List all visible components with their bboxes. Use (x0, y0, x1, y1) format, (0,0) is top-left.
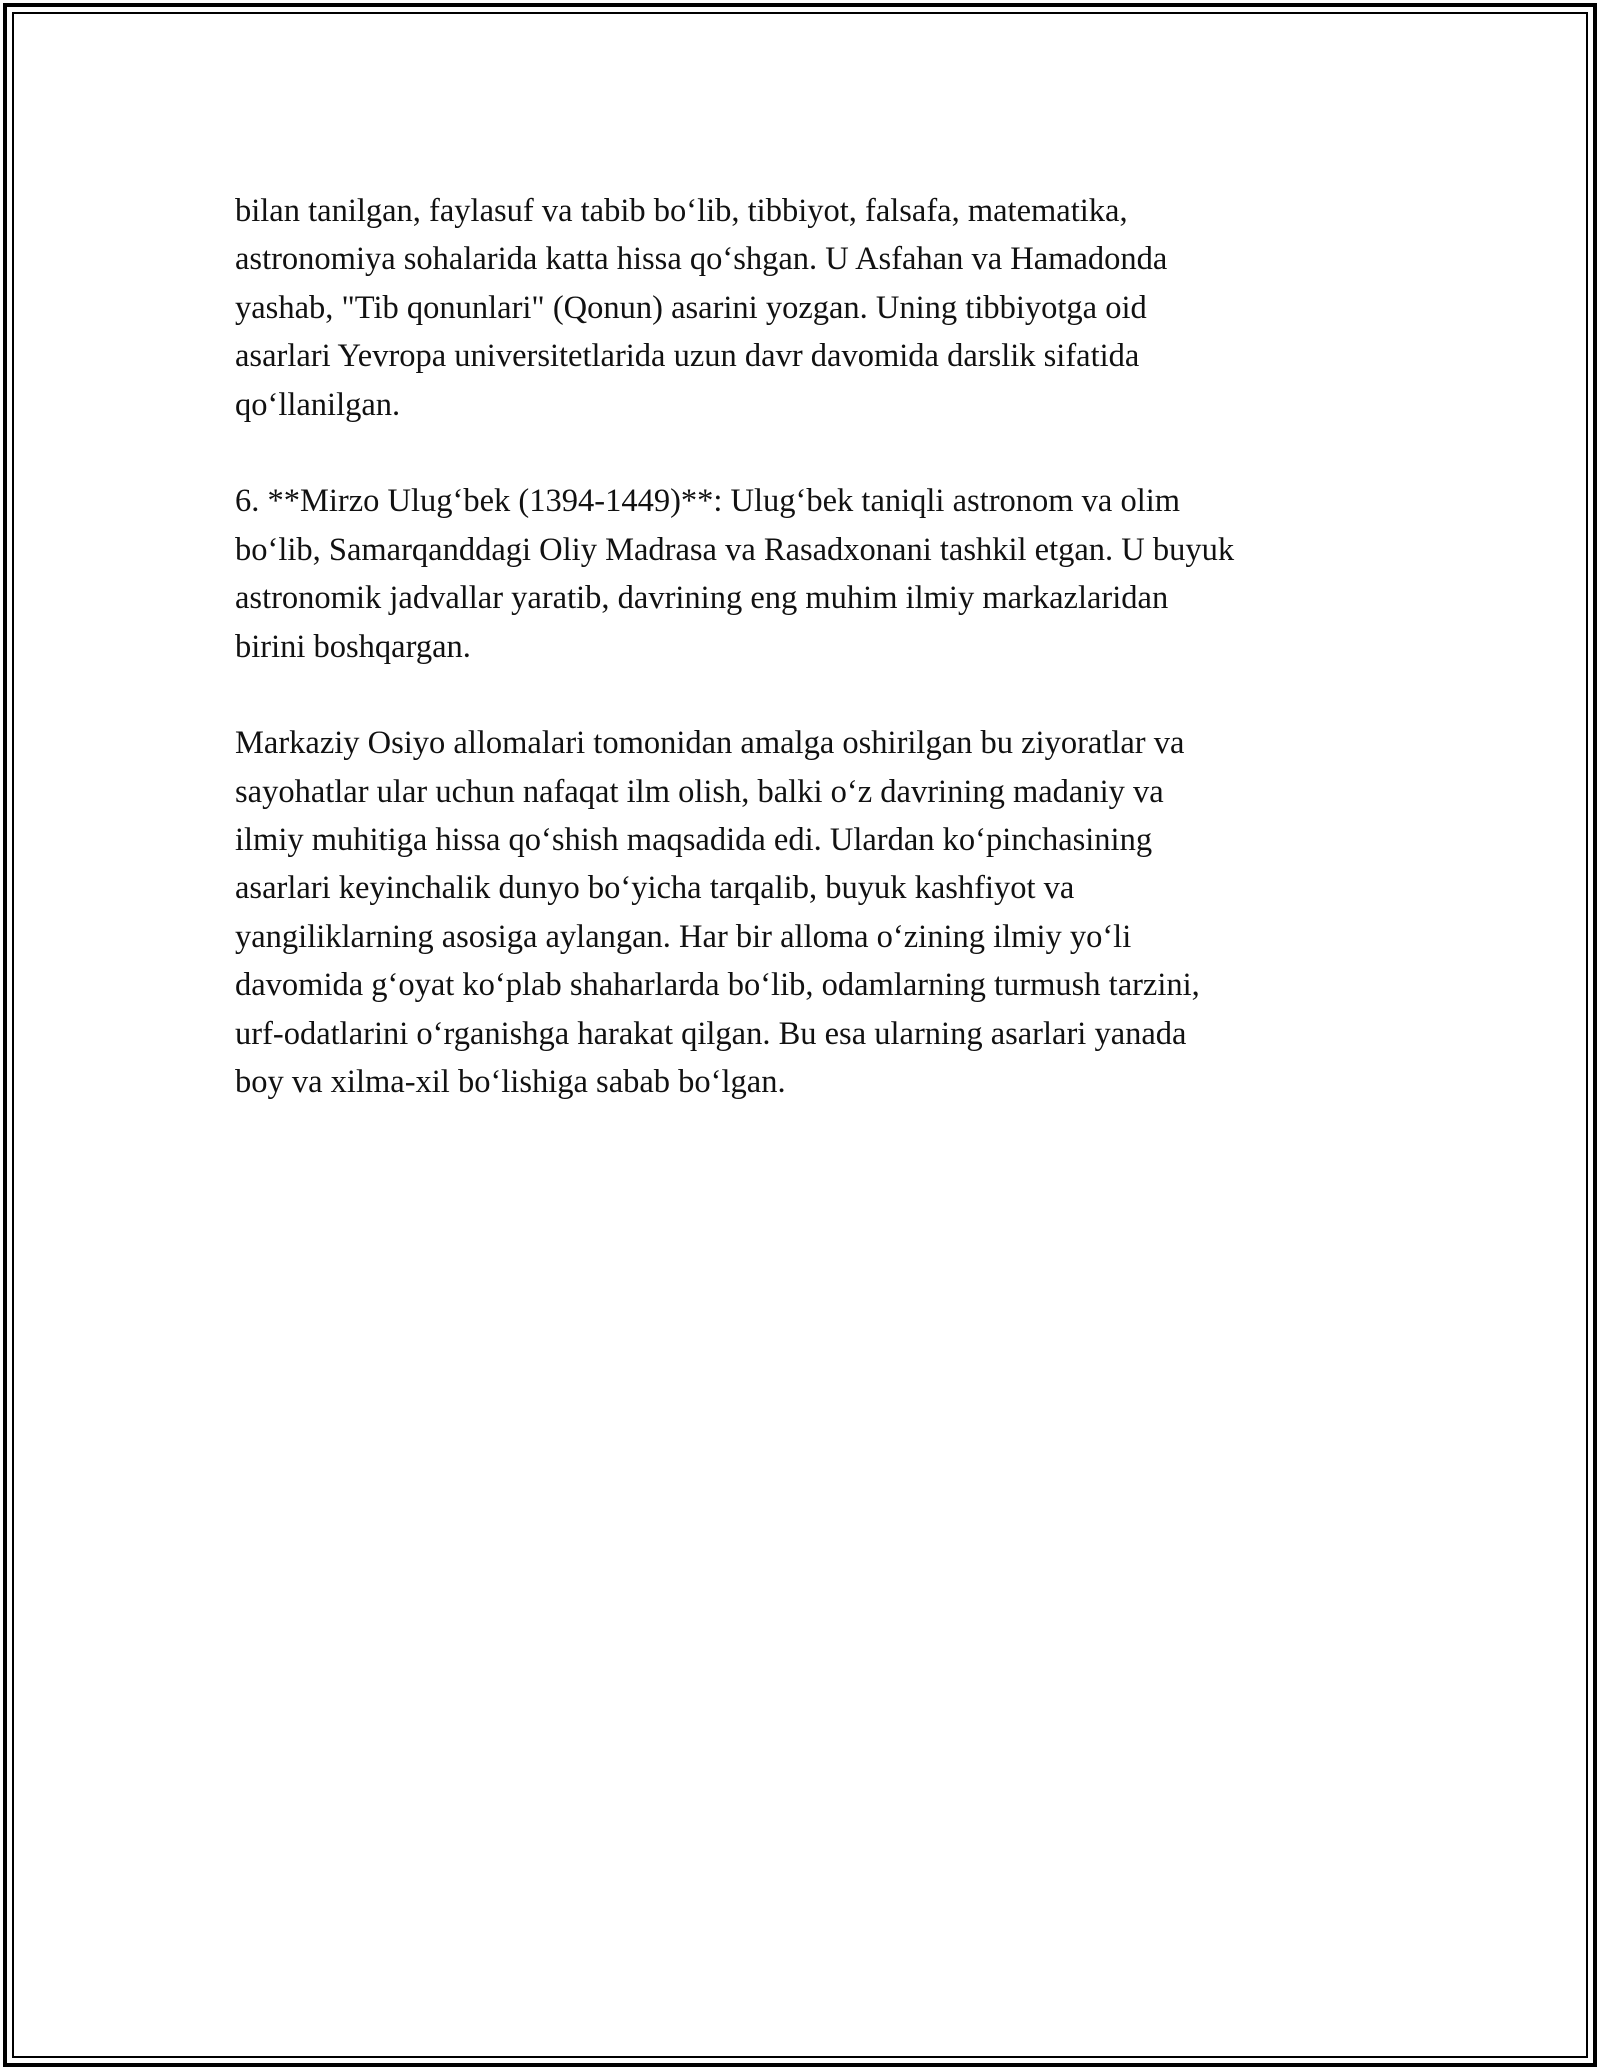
text-line: davomida g‘oyat ko‘plab shaharlarda bo‘lib, odamlarning turmush tarzini, (235, 967, 1200, 1004)
text-line: asarlari Yevropa universitetlarida uzun davr davomida darslik sifatida (235, 338, 1140, 375)
text-line: bilan tanilgan, faylasuf va tabib bo‘lib, tibbiyot, falsafa, matematika, (235, 193, 1128, 229)
text-line: astronomik jadvallar yaratib, davrining eng muhim ilmiy markazlaridan (235, 580, 1169, 617)
paragraph-conclusion (235, 719, 1400, 1106)
document-body (235, 187, 1400, 1155)
text-line: birini boshqargan. (235, 628, 471, 665)
text-line: ilmiy muhitiga hissa qo‘shish maqsadida edi. Ulardan ko‘pinchasining (235, 822, 1153, 859)
text-line: 6. **Mirzo Ulug‘bek (1394-1449)**: Ulug‘bek taniqli astronom va olim (235, 483, 1181, 520)
paragraph-ulugbek (235, 477, 1400, 671)
text-line: urf-odatlarini o‘rganishga harakat qilgan. Bu esa ularning asarlari yanada (235, 1015, 1187, 1052)
text-line: qo‘llanilgan. (235, 386, 401, 423)
text-line: asarlari keyinchalik dunyo bo‘yicha tarqalib, buyuk kashfiyot va (235, 870, 1075, 907)
text-line: astronomiya sohalarida katta hissa qo‘shgan. U Asfahan va Hamadonda (235, 241, 1168, 278)
text-line: sayohatlar ular uchun nafaqat ilm olish, balki o‘z davrining madaniy va (235, 773, 1164, 810)
text-line: Markaziy Osiyo allomalari tomonidan amalga oshirilgan bu ziyoratlar va (235, 725, 1185, 762)
text-line: boy va xilma-xil bo‘lishiga sabab bo‘lgan. (235, 1064, 786, 1101)
paragraph-avicenna (235, 187, 1400, 429)
text-line: bo‘lib, Samarqanddagi Oliy Madrasa va Rasadxonani tashkil etgan. U buyuk (235, 531, 1235, 568)
text-line: yangiliklarning asosiga aylangan. Har bir alloma o‘zining ilmiy yo‘li (235, 918, 1132, 955)
text-line: yashab, "Tib qonunlari" (Qonun) asarini yozgan. Uning tibbiyotga oid (235, 289, 1147, 326)
